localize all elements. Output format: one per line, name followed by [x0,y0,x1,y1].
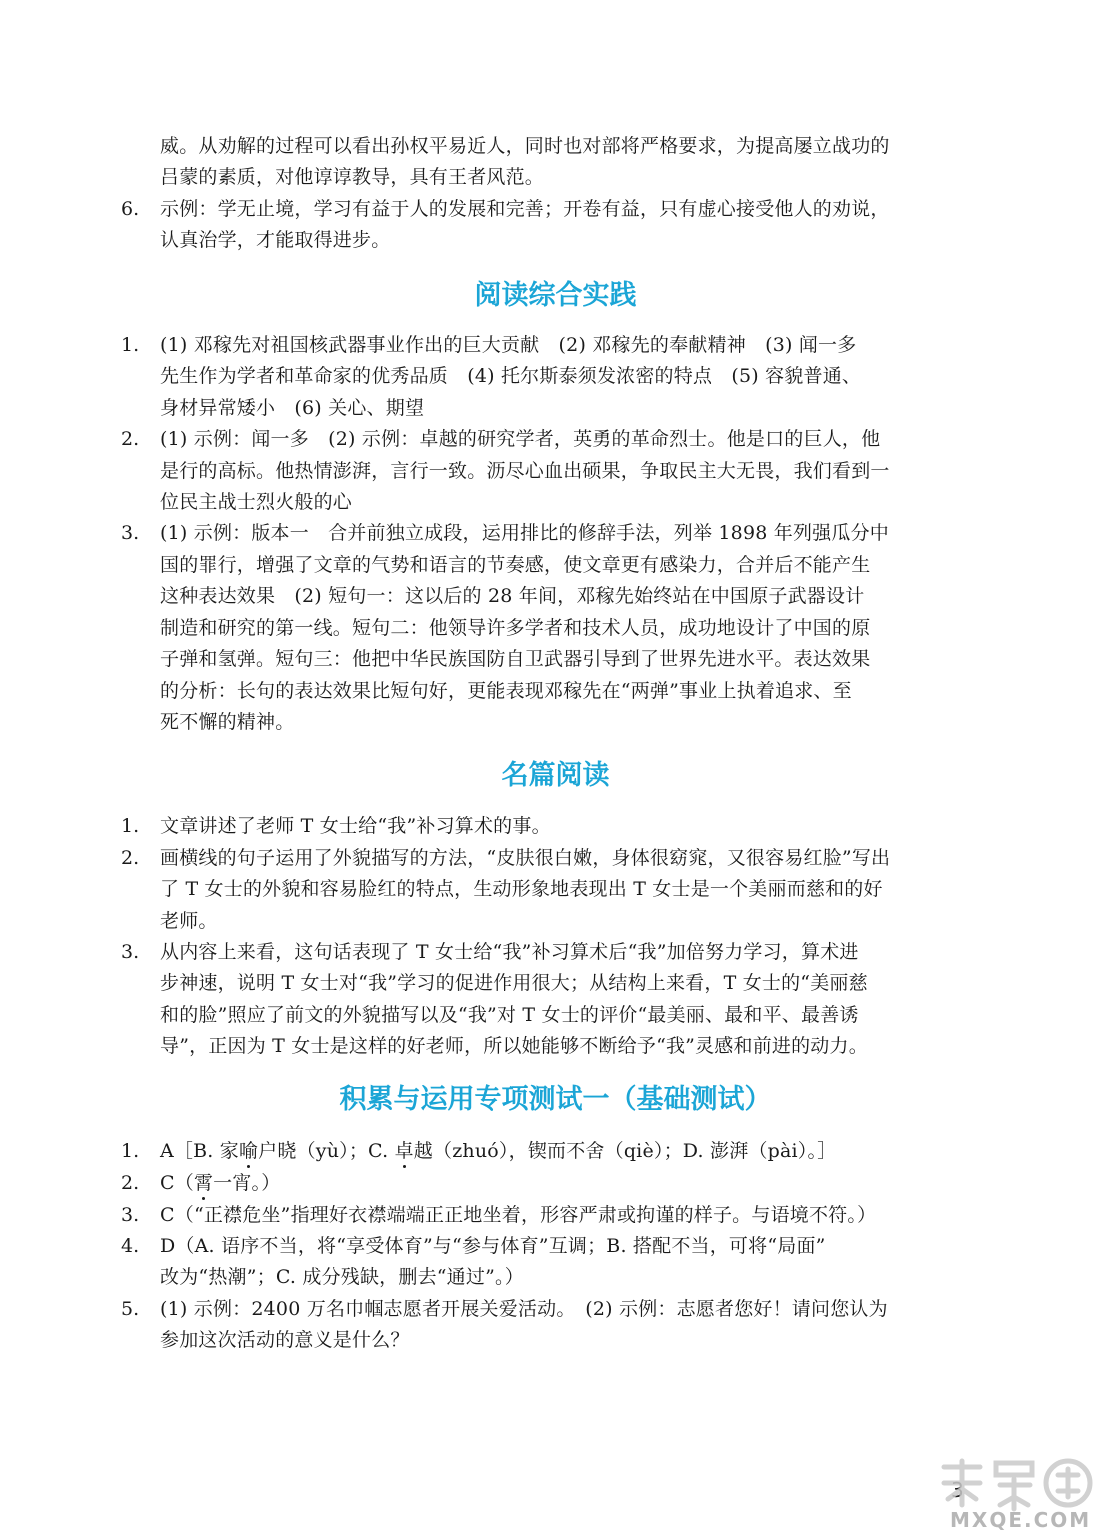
emphasis-char: 霄 [193,1172,214,1194]
text-line: 吕蒙的素质，对他谆谆教导，具有王者风范。 [160,166,545,188]
text-line [160,1136,836,1168]
text-line: 先生作为学者和革命家的优秀品质 (4) 托尔斯泰须发浓密的特点 (5) 容貌普通、 [160,365,862,387]
text-fragment: A［B. 家 [160,1140,239,1162]
text-line: 位民主战士烈火般的心 [160,491,353,513]
text-line: 的分析：长句的表达效果比短句好，更能表现邓稼先在“两弹”事业上执着追求、至 [160,680,852,702]
text-line: 参加这次活动的意义是什么？ [160,1329,410,1351]
text-line: 制造和研究的第一线。短句二：他领导许多学者和技术人员，成功地设计了中国的原 [160,617,871,639]
watermark-text: MXQE.COM [950,1508,1092,1532]
item-number: 2. [121,1172,140,1194]
text-fragment: C（ [160,1172,194,1194]
section-heading-reading-practice: 阅读综合实践 [474,280,637,311]
item-number: 4. [121,1235,140,1257]
item-number: 1. [121,334,140,356]
text-line: (1) 示例：闻一多 (2) 示例：卓越的研究学者，英勇的革命烈士。他是口的巨人，他 [160,428,881,450]
text-line: 了 T 女士的外貌和容易脸红的特点，生动形象地表现出 T 女士是一个美丽而慈和的好 [160,878,883,900]
emphasis-char: 喻 [238,1140,259,1162]
item-number: 1. [121,815,140,837]
item-number: 1. [121,1140,140,1162]
text-line: (1) 邓稼先对祖国核武器事业作出的巨大贡献 (2) 邓稼先的奉献精神 (3) 闻一多 [160,334,857,356]
text-line: 认真治学，才能取得进步。 [160,229,391,251]
text-line: 步神速，说明 T 女士对“我”学习的促进作用很大；从结构上来看，T 女士的“美丽慈 [160,972,868,994]
text-line: 身材异常矮小 (6) 关心、期望 [160,397,425,419]
text-line: 和的脸”照应了前文的外貌描写以及“我”对 T 女士的评价“最美丽、最和平、最善诱 [160,1004,859,1026]
item-number: 6. [121,198,140,220]
item-number: 3. [121,1204,140,1226]
text-fragment: 户晓（yù）；C. [258,1140,395,1162]
text-line: 从内容上来看，这句话表现了 T 女士给“我”补习算术后“我”加倍努力学习，算术进 [160,941,859,963]
text-line: 文章讲述了老师 T 女士给“我”补习算术的事。 [160,815,551,837]
text-line: 改为“热潮”；C. 成分残缺，删去“通过”。） [160,1266,524,1288]
text-fragment: 越（zhuó），锲而不舍（qiè）；D. 澎湃（pài）。］ [413,1140,837,1162]
emphasis-char: 卓 [394,1140,414,1162]
text-line: D（A. 语序不当，将“享受体育”与“参与体育”互调；B. 搭配不当，可将“局面” [160,1235,826,1257]
text-line: 是行的高标。他热情澎湃，言行一致。沥尽心血出硕果，争取民主大无畏，我们看到一 [160,460,890,482]
text-line [160,1168,280,1200]
item-number: 2. [121,847,140,869]
text-line: 死不懈的精神。 [160,711,295,733]
text-line: C（“正襟危坐”指理好衣襟端端正正地坐着，形容严肃或拘谨的样子。与语境不符。） [160,1204,877,1226]
text-line: 这种表达效果 (2) 短句一：这以后的 28 年间，邓稼先始终站在中国原子武器设计 [160,585,865,607]
text-line: (1) 示例：2400 万名巾帼志愿者开展关爱活动。 (2) 示例：志愿者您好！请问您认为 [160,1298,888,1320]
text-line: (1) 示例：版本一 合并前独立成段，运用排比的修辞手法，列举 1898 年列强瓜分中 [160,522,889,544]
page-number: 3 [951,1478,964,1502]
item-number: 3. [121,941,140,963]
text-line: 示例：学无止境，学习有益于人的发展和完善；开卷有益，只有虚心接受他人的劝说， [160,198,890,220]
text-line: 子弹和氢弹。短句三：他把中华民族国防自卫武器引导到了世界先进水平。表达效果 [160,648,871,670]
text-fragment: 一宵。） [213,1172,281,1194]
section-heading-famous-reading: 名篇阅读 [501,760,610,791]
text-line: 老师。 [160,910,218,932]
item-number: 3. [121,522,140,544]
section-heading-basic-test: 积累与运用专项测试一（基础测试） [339,1084,772,1115]
item-number: 2. [121,428,140,450]
text-line: 国的罪行，增强了文章的气势和语言的节奏感，使文章更有感染力，合并后不能产生 [160,554,871,576]
text-line: 威。从劝解的过程可以看出孙权平易近人，同时也对部将严格要求，为提高屡立战功的 [160,135,890,157]
item-number: 5. [121,1298,140,1320]
text-line: 画横线的句子运用了外貌描写的方法，“皮肤很白嫩，身体很窈窕，又很容易红脸”写出 [160,847,891,869]
text-line: 导”，正因为 T 女士是这样的好老师，所以她能够不断给予“我”灵感和前进的动力。 [160,1035,868,1057]
